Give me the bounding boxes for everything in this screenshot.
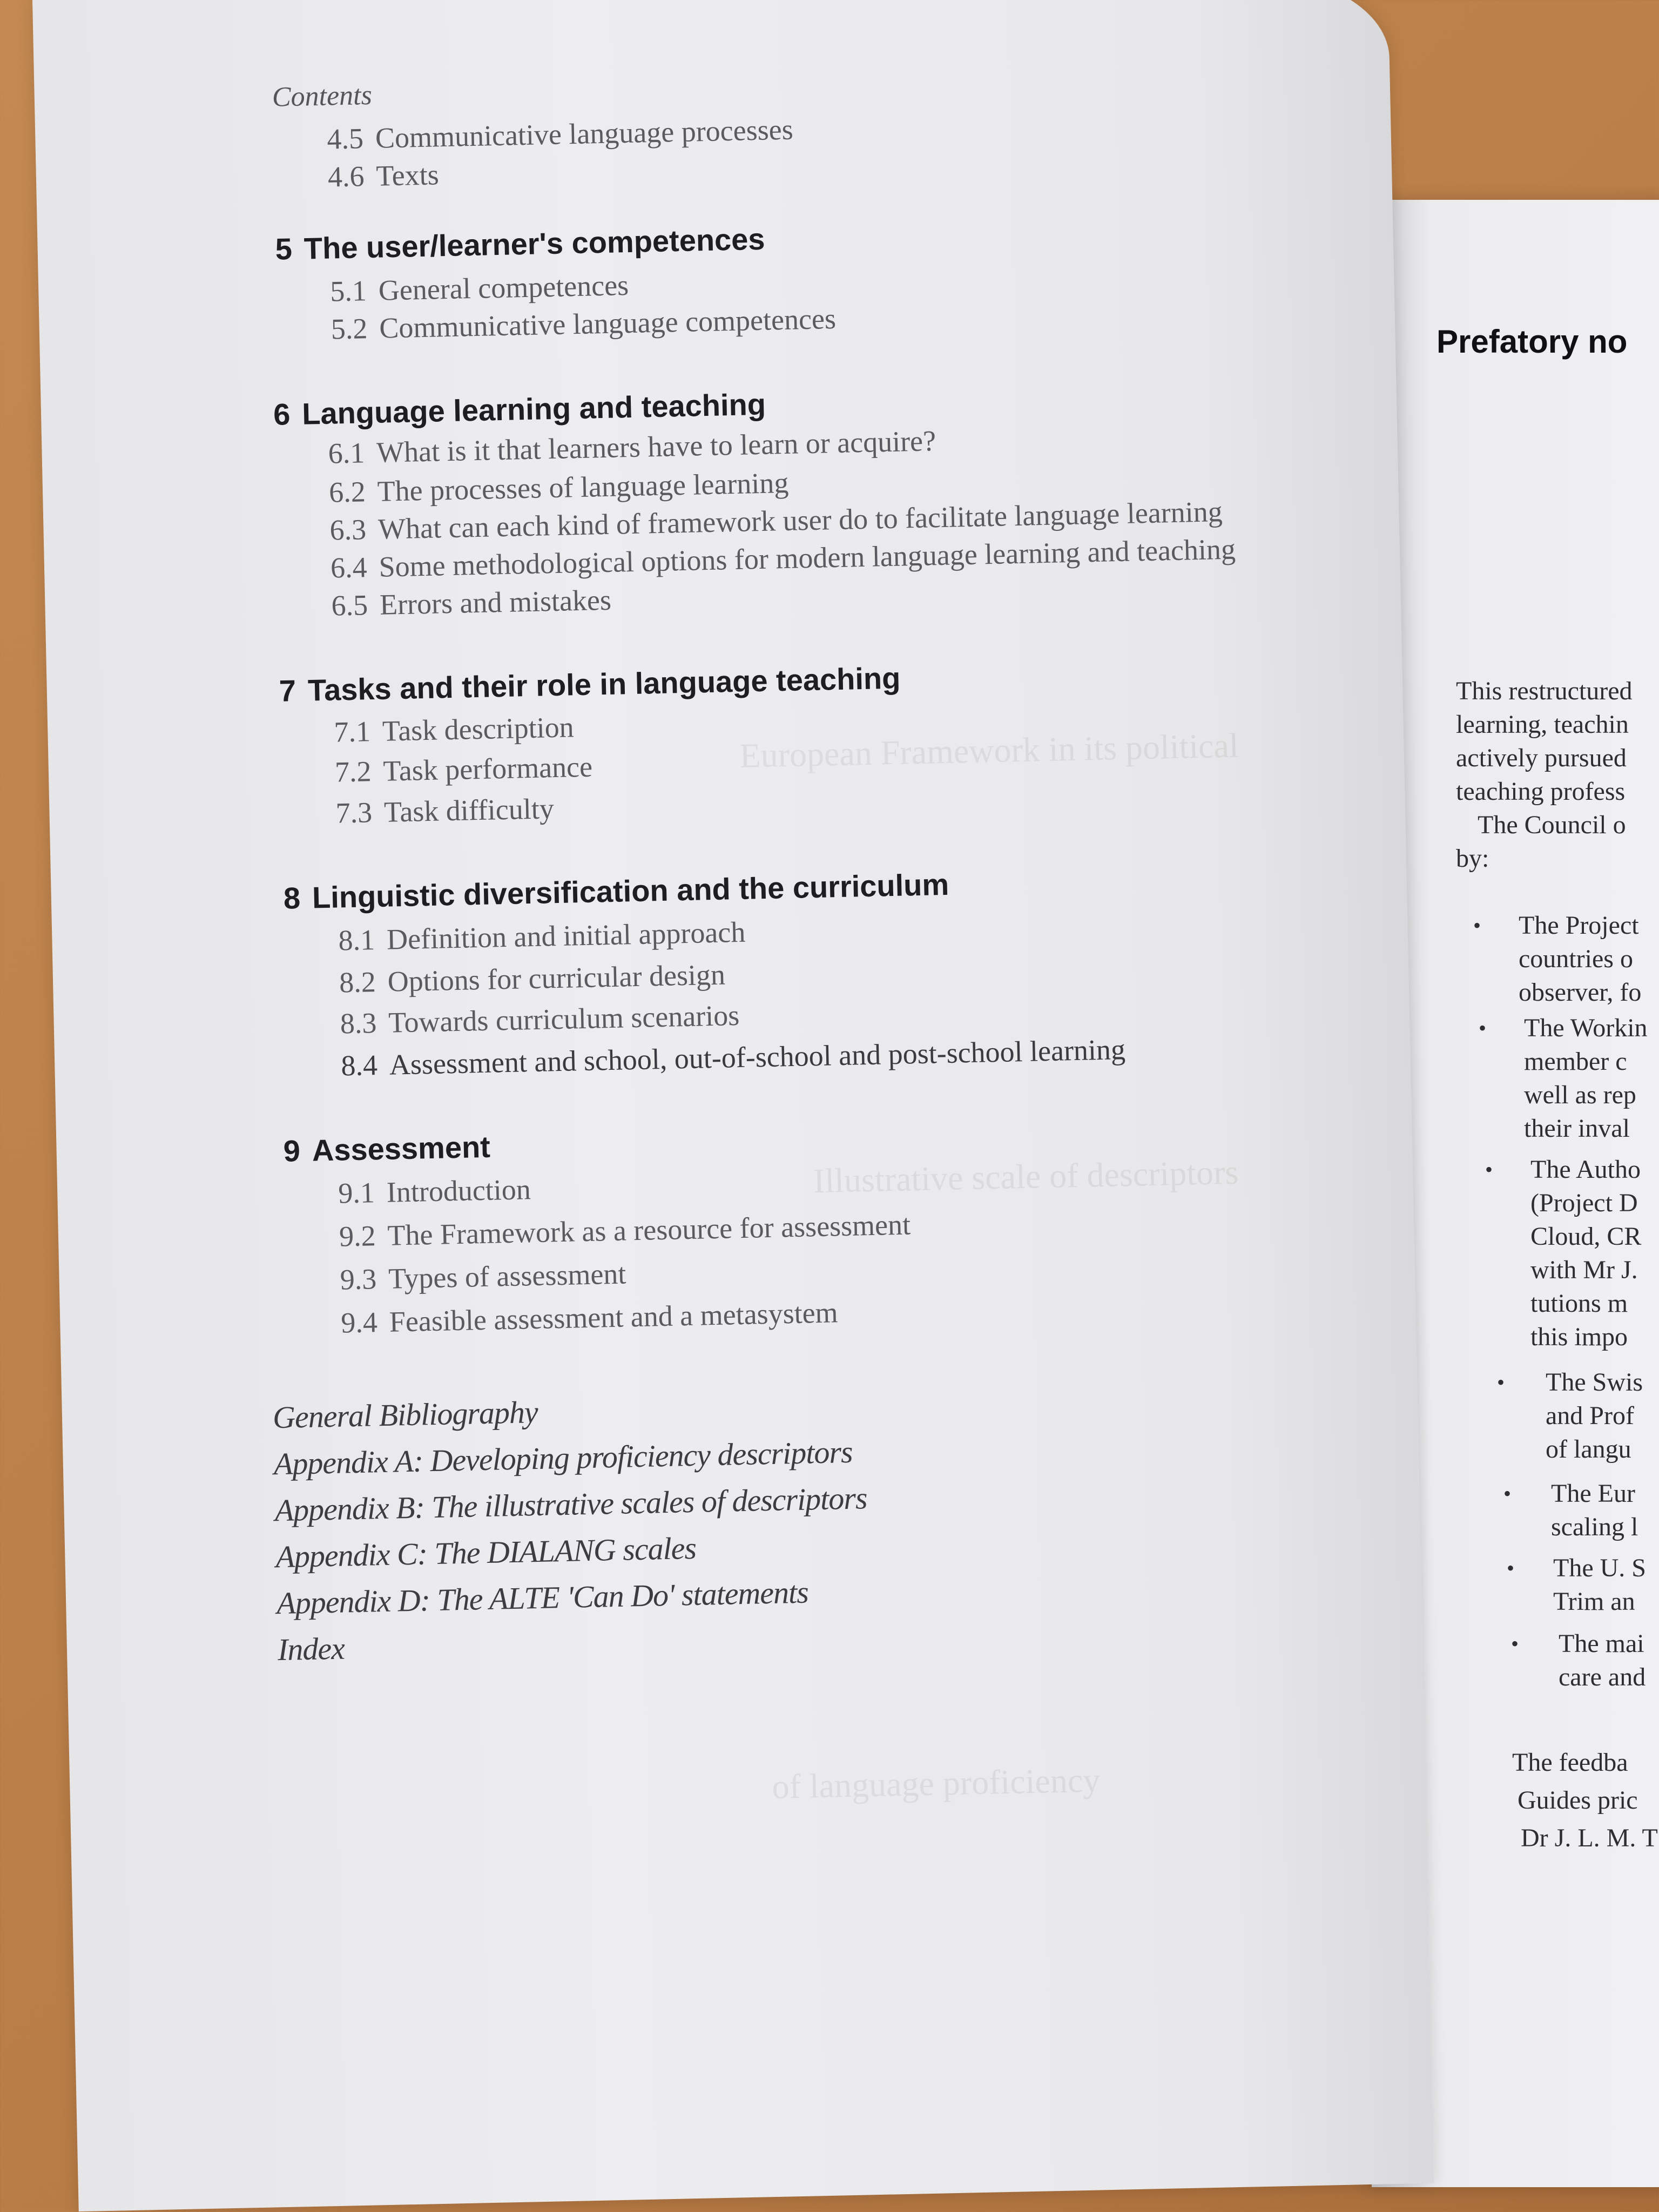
running-head: Contents — [272, 79, 373, 113]
toc-item[interactable]: 7.1 Task description — [333, 711, 575, 748]
right-page-line: The feedba — [1512, 1748, 1628, 1777]
right-page-line: by: — [1456, 844, 1489, 873]
toc-item[interactable]: 5.1 General competences — [329, 269, 629, 308]
chapter-heading[interactable]: 8 Linguistic diversification and the curriculum — [283, 867, 949, 915]
chapter-heading[interactable]: 7 Tasks and their role in language teaching — [279, 660, 901, 708]
right-page-line: The Swis — [1546, 1368, 1643, 1397]
toc-item[interactable]: 8.2 Options for curricular design — [339, 958, 726, 999]
toc-item[interactable]: 6.3 What can each kind of framework user do to facilitate language learning — [329, 495, 1223, 547]
toc-back-matter-item[interactable]: Index — [277, 1630, 345, 1668]
chapter-heading[interactable]: 6 Language learning and teaching — [273, 387, 766, 431]
bullet-icon: • — [1507, 1556, 1515, 1580]
right-page-line: The Council o — [1478, 811, 1626, 839]
right-page-line: Cloud, CR — [1530, 1222, 1642, 1251]
bullet-icon: • — [1497, 1370, 1505, 1394]
right-page-line: This restructured — [1456, 677, 1633, 705]
show-through-text: Illustrative scale of descriptors — [813, 1152, 1239, 1201]
toc-back-matter-item[interactable]: Appendix B: The illustrative scales of descriptors — [274, 1480, 868, 1528]
toc-item[interactable]: 7.2 Task performance — [334, 750, 593, 788]
right-page-line: Trim an — [1553, 1587, 1635, 1616]
right-page-line: Dr J. L. M. T — [1521, 1824, 1658, 1852]
right-page-line: The mai — [1559, 1629, 1644, 1658]
right-page-line: observer, fo — [1519, 978, 1642, 1007]
right-page-line: (Project D — [1530, 1189, 1638, 1217]
show-through-text: of language proficiency — [771, 1761, 1101, 1806]
bullet-icon: • — [1473, 913, 1481, 938]
right-page-heading: Prefatory no — [1437, 323, 1628, 360]
right-page-line: well as rep — [1524, 1081, 1636, 1109]
right-page-line: The Eur — [1551, 1479, 1635, 1508]
right-page-line: this impo — [1530, 1323, 1628, 1351]
toc-item[interactable]: 6.2 The processes of language learning — [328, 466, 789, 509]
chapter-heading[interactable]: 9 Assessment — [283, 1129, 491, 1168]
toc-back-matter-item[interactable]: Appendix A: Developing proficiency descriptors — [273, 1434, 853, 1482]
right-page-line: learning, teachin — [1456, 710, 1629, 739]
right-page-line: care and — [1559, 1663, 1646, 1691]
toc-back-matter-item[interactable]: Appendix C: The DIALANG scales — [275, 1530, 697, 1575]
left-page — [32, 0, 1434, 2211]
right-page-line: The U. S — [1553, 1554, 1646, 1582]
right-page-line: and Prof — [1546, 1401, 1634, 1430]
right-page-line: actively pursued — [1456, 744, 1627, 772]
toc-item[interactable]: 6.4 Some methodological options for modern language learning and teaching — [330, 532, 1236, 584]
right-page-line: their inval — [1524, 1114, 1630, 1143]
right-page-line: with Mr J. — [1530, 1256, 1638, 1284]
toc-item[interactable]: 9.2 The Framework as a resource for assessment — [339, 1208, 911, 1253]
right-page-line: The Workin — [1524, 1014, 1648, 1042]
toc-item[interactable]: 4.6 Texts — [327, 158, 440, 193]
bullet-icon: • — [1479, 1016, 1487, 1040]
right-page-line: of langu — [1546, 1435, 1631, 1464]
bullet-icon: • — [1503, 1481, 1512, 1506]
right-page-line: countries o — [1519, 945, 1633, 973]
toc-back-matter-item[interactable]: Appendix D: The ALTE 'Can Do' statements — [276, 1574, 809, 1621]
right-page-line: Guides pric — [1518, 1786, 1638, 1815]
toc-item[interactable]: 6.1 What is it that learners have to learn or acquire? — [328, 424, 936, 470]
bullet-icon: • — [1485, 1157, 1493, 1182]
toc-item[interactable]: 9.3 Types of assessment — [340, 1257, 626, 1296]
toc-item[interactable]: 9.1 Introduction — [338, 1173, 531, 1210]
toc-item[interactable]: 7.3 Task difficulty — [335, 792, 555, 830]
chapter-heading[interactable]: 5 The user/learner's competences — [275, 221, 766, 266]
toc-item[interactable]: 4.5 Communicative language processes — [326, 113, 794, 156]
toc-item[interactable]: 9.4 Feasible assessment and a metasystem — [340, 1296, 839, 1339]
right-page-line: The Autho — [1530, 1155, 1641, 1184]
toc-item[interactable]: 8.3 Towards curriculum scenarios — [340, 999, 740, 1040]
toc-item[interactable]: 8.1 Definition and initial approach — [338, 915, 746, 957]
right-page-line: member c — [1524, 1047, 1627, 1076]
show-through-text: European Framework in its political — [739, 726, 1239, 775]
right-page-line: scaling l — [1551, 1513, 1638, 1541]
toc-item[interactable]: 8.4 Assessment and school, out-of-school and post-school learning — [340, 1033, 1126, 1082]
toc-item[interactable]: 5.2 Communicative language competences — [331, 302, 837, 346]
toc-back-matter-item[interactable]: General Bibliography — [272, 1394, 538, 1435]
right-page-line: tutions m — [1530, 1289, 1628, 1318]
right-page-line: teaching profess — [1456, 777, 1626, 806]
right-page-line: The Project — [1519, 911, 1639, 940]
toc-item[interactable]: 6.5 Errors and mistakes — [331, 583, 612, 622]
bullet-icon: • — [1511, 1631, 1519, 1656]
